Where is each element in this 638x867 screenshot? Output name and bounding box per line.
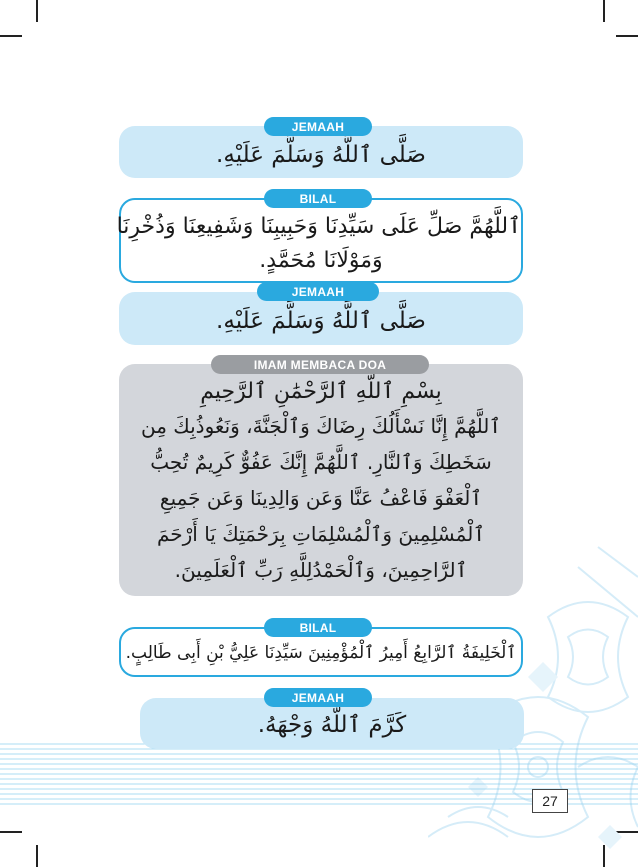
arabic-line: ٱللَّهُمَّ صَلِّ عَلَى سَيِّدِنَا وَحَبِيبِنَا وَشَفِيعِنَا وَذُخْرِنَا [116,214,521,239]
section-label-imam-doa: IMAM MEMBACA DOA [211,355,429,374]
page-number: 27 [532,789,568,813]
arabic-line: كَرَّمَ ٱللَّهُ وَجْهَهُ. [257,712,407,738]
bilal-recitation-box [116,198,523,283]
imam-doa-box [119,364,523,596]
arabic-line: ٱلرَّاحِمِينَ، وَٱلْحَمْدُلِلَّهِ رَبِّ ٱلْعَلَمِينَ. [174,558,468,582]
crop-mark [36,845,38,867]
arabic-line: وَمَوْلَانَا مُحَمَّدٍ. [259,248,383,273]
section-label-bilal: BILAL [264,189,372,208]
arabic-line: ٱللَّهُمَّ إِنَّا نَسْأَلُكَ رِضَاكَ وَٱلْجَنَّةَ، وَنَعُوذُبِكَ مِن [140,414,502,438]
section-label-jemaah: JEMAAH [264,117,372,136]
crop-mark [0,831,22,833]
section-label-jemaah: JEMAAH [264,688,372,707]
section-label-bilal: BILAL [264,618,372,637]
section-label-jemaah: JEMAAH [257,282,379,301]
arabic-line: صَلَّى ٱللَّهُ وَسَلَّمَ عَلَيْهِ. [216,142,426,168]
arabic-line: سَخَطِكَ وَٱلنَّارِ. ٱللَّهُمَّ إِنَّكَ عَفُوٌّ كَرِيمٌ تُحِبُّ [150,450,492,474]
crop-mark [616,35,638,37]
crop-mark [603,0,605,22]
arabic-line: بِسْمِ ٱللَّهِ ٱلرَّحْمَٰنِ ٱلرَّحِيمِ [200,379,442,404]
crop-mark [0,35,22,37]
arabic-line: ٱلْعَفْوَ فَاعْفُ عَنَّا وَعَن وَالِدِينَا وَعَن جَمِيعِ [159,486,483,510]
arabic-line: ٱلْمُسْلِمِينَ وَٱلْمُسْلِمَاتِ بِرَحْمَتِكَ يَا أَرْحَمَ [156,522,486,546]
crop-mark [36,0,38,22]
arabic-line: صَلَّى ٱللَّهُ وَسَلَّمَ عَلَيْهِ. [216,308,426,334]
arabic-line: ٱلْخَلِيفَةُ ٱلرَّابِعُ أَمِيرُ ٱلْمُؤْمِنِينَ سَيِّدِنَا عَلِيُّ بْنِ أَبِى طَالِبٍ. [125,643,517,663]
